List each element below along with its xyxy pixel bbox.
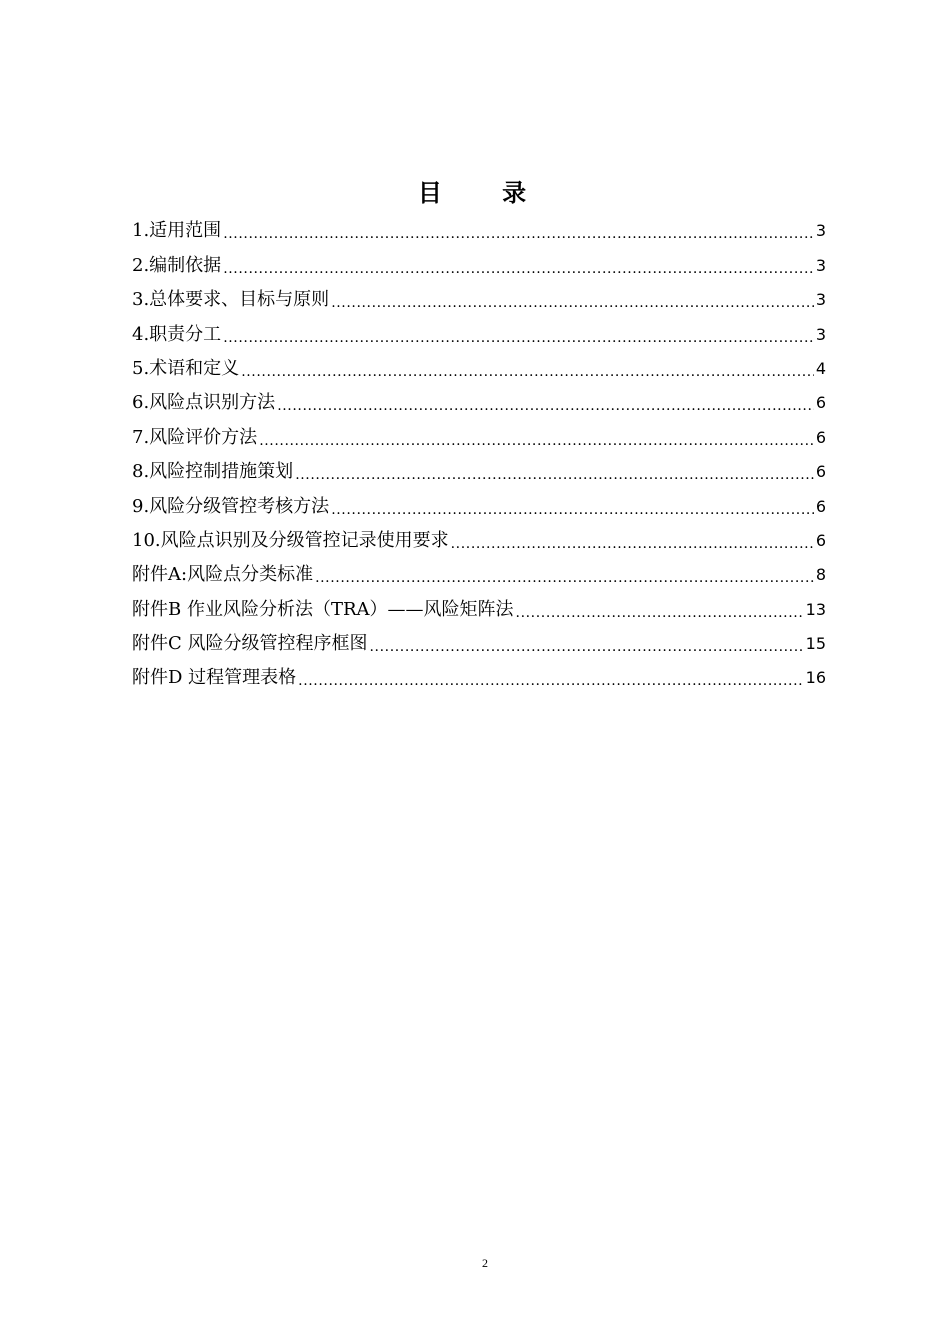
toc-leader-dots [259,427,814,455]
toc-leader-dots [277,392,814,420]
toc-entry-page: 6 [815,462,826,482]
toc-entry-label: 附件D 过程管理表格 [132,667,297,689]
toc-list [132,214,826,695]
toc-entry-label: 附件A:风险点分类标准 [132,564,314,586]
toc-entry-page: 6 [815,427,826,447]
toc-entry[interactable] [132,558,826,592]
toc-entry-page: 15 [805,634,826,654]
footer-page-number: 2 [482,1256,488,1270]
toc-entry-page: 4 [815,358,826,378]
toc-entry-page: 3 [815,290,826,310]
toc-leader-dots [331,289,814,317]
toc-entry-label: 4.职责分工 [132,323,222,345]
toc-entry-page: 3 [815,255,826,275]
toc-leader-dots [223,220,814,248]
toc-entry[interactable] [132,352,826,386]
toc-entry-label: 7.风险评价方法 [132,426,258,448]
toc-entry[interactable] [132,627,826,661]
toc-entry-page: 6 [815,496,826,516]
toc-leader-dots [295,461,814,489]
toc-entry[interactable] [132,283,826,317]
toc-entry-label: 附件B 作业风险分析法（TRA）——风险矩阵法 [132,598,514,620]
toc-entry-label: 附件C 风险分级管控程序框图 [132,633,368,655]
toc-entry[interactable] [132,317,826,351]
toc-entry-page: 6 [815,530,826,550]
toc-leader-dots [516,599,804,627]
toc-entry[interactable] [132,386,826,420]
toc-entry-label: 6.风险点识别方法 [132,392,276,414]
toc-entry-label: 5.术语和定义 [132,357,240,379]
toc-entry[interactable] [132,455,826,489]
toc-entry-label: 3.总体要求、目标与原则 [132,289,330,311]
toc-entry[interactable] [132,248,826,282]
toc-entry-page: 3 [815,221,826,241]
toc-entry-page: 6 [815,393,826,413]
toc-leader-dots [223,324,814,352]
toc-entry-label: 1.适用范围 [132,220,222,242]
toc-entry-label: 8.风险控制措施策划 [132,461,294,483]
toc-entry-label: 9.风险分级管控考核方法 [132,495,330,517]
toc-entry[interactable] [132,489,826,523]
toc-leader-dots [331,496,814,524]
toc-entry[interactable] [132,661,826,695]
toc-leader-dots [223,255,814,283]
toc-entry[interactable] [132,592,826,626]
toc-entry[interactable] [132,524,826,558]
toc-entry[interactable] [132,214,826,248]
toc-leader-dots [370,633,804,661]
toc-entry-page: 16 [805,668,826,688]
toc-leader-dots [315,564,814,592]
toc-entry-page: 3 [815,324,826,344]
toc-entry[interactable] [132,420,826,454]
toc-leader-dots [298,667,803,695]
toc-leader-dots [241,358,814,386]
toc-entry-label: 2.编制依据 [132,254,222,276]
toc-entry-label: 10.风险点识别及分级管控记录使用要求 [132,529,449,551]
toc-entry-page: 8 [815,565,826,585]
toc-title: 目 录 [417,178,553,207]
toc-entry-page: 13 [805,599,826,619]
toc-leader-dots [451,530,814,558]
